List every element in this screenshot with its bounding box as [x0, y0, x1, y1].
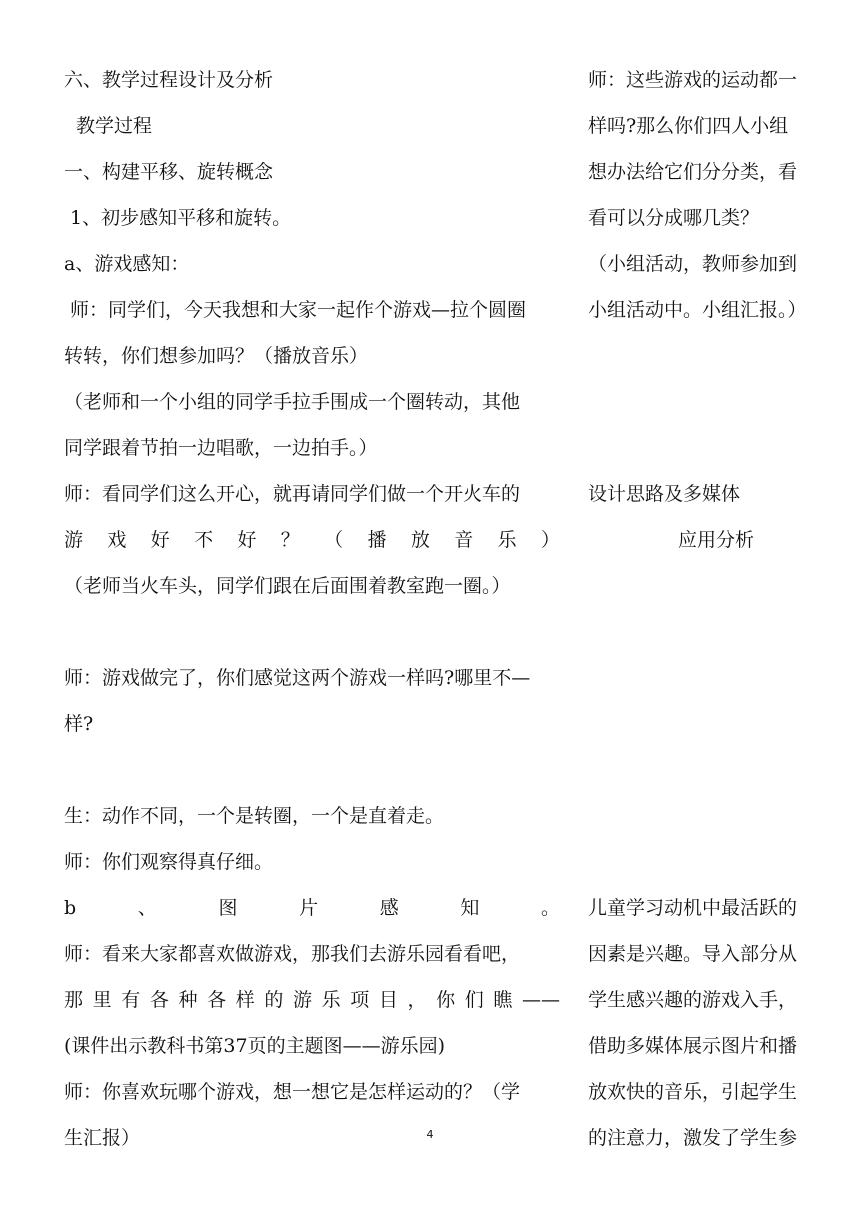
text-line: 师：你喜欢玩哪个游戏，想一想它是怎样运动的？（学 — [64, 1081, 521, 1103]
text-line: 师：这些游戏的运动都一 — [588, 69, 798, 91]
justified-line: 那里有各种各样的游乐项目，你们瞧—— — [64, 989, 560, 1011]
step-heading: 1、初步感知平移和旋转。 — [70, 207, 292, 229]
text-line: 师：看同学们这么开心，就再请同学们做一个开火车的 — [64, 483, 521, 505]
column-heading: 设计思路及多媒体 — [588, 483, 741, 505]
blank-line — [64, 752, 560, 798]
text-line: 样吗?那么你们四人小组 — [588, 115, 789, 137]
section-heading: 六、教学过程设计及分析 — [64, 69, 274, 91]
column-heading: 应用分析 — [678, 529, 755, 551]
text-line: 学生感兴趣的游戏入手， — [588, 989, 798, 1011]
blank-line — [588, 660, 824, 706]
text-line: 放欢快的音乐，引起学生 — [588, 1081, 798, 1103]
blank-line — [588, 384, 824, 430]
text-line: 师：同学们，今天我想和大家一起作个游戏—拉个圆圈 — [70, 299, 527, 321]
subsection-label: b、图片感知。 — [64, 897, 560, 919]
text-line: 同学跟着节拍一边唱歌，一边拍手。） — [64, 437, 378, 459]
text-line: 生：动作不同，一个是转圈，一个是直着走。 — [64, 805, 445, 827]
text-line: 小组活动中。小组汇报。） — [588, 299, 807, 321]
blank-line — [588, 568, 824, 614]
left-column — [64, 62, 560, 1166]
blank-line — [588, 706, 824, 752]
blank-line — [588, 798, 824, 844]
blank-line — [588, 844, 824, 890]
page-number: 4 — [426, 1128, 434, 1141]
text-line: 借助多媒体展示图片和播 — [588, 1035, 798, 1057]
text-line: 的注意力，激发了学生参 — [588, 1127, 798, 1149]
text-line: 样? — [64, 713, 94, 735]
text-line: 因素是兴趣。导入部分从 — [588, 943, 798, 965]
subheading: 教学过程 — [76, 115, 153, 137]
text-line: 师：看来大家都喜欢做游戏，那我们去游乐园看看吧， — [64, 943, 521, 965]
text-line: 师：你们观察得真仔细。 — [64, 851, 274, 873]
blank-line — [64, 614, 560, 660]
text-line: 生汇报） — [64, 1127, 141, 1149]
text-line: 师：游戏做完了，你们感觉这两个游戏一样吗?哪里不— — [64, 667, 531, 689]
text-line: （老师和一个小组的同学手拉手围成一个圈转动，其他 — [64, 391, 521, 413]
subsection-label: a、游戏感知： — [64, 253, 190, 275]
text-line: 转转，你们想参加吗？（播放音乐） — [64, 345, 369, 367]
blank-line — [588, 614, 824, 660]
blank-line — [588, 430, 824, 476]
text-line: （小组活动，教师参加到 — [588, 253, 798, 275]
blank-line — [588, 752, 824, 798]
text-line: 儿童学习动机中最活跃的 — [588, 897, 798, 919]
text-line: (课件出示教科书第37页的主题图——游乐园) — [64, 1035, 446, 1057]
justified-line: 游戏好不好？（播放音乐） — [64, 529, 560, 551]
right-column — [588, 62, 824, 1166]
part-heading: 一、构建平移、旋转概念 — [64, 161, 274, 183]
text-line: （老师当火车头，同学们跟在后面围着教室跑一圈。） — [64, 575, 511, 597]
text-line: 想办法给它们分分类，看 — [588, 161, 798, 183]
text-line: 看可以分成哪几类？ — [588, 207, 760, 229]
blank-line — [588, 338, 824, 384]
